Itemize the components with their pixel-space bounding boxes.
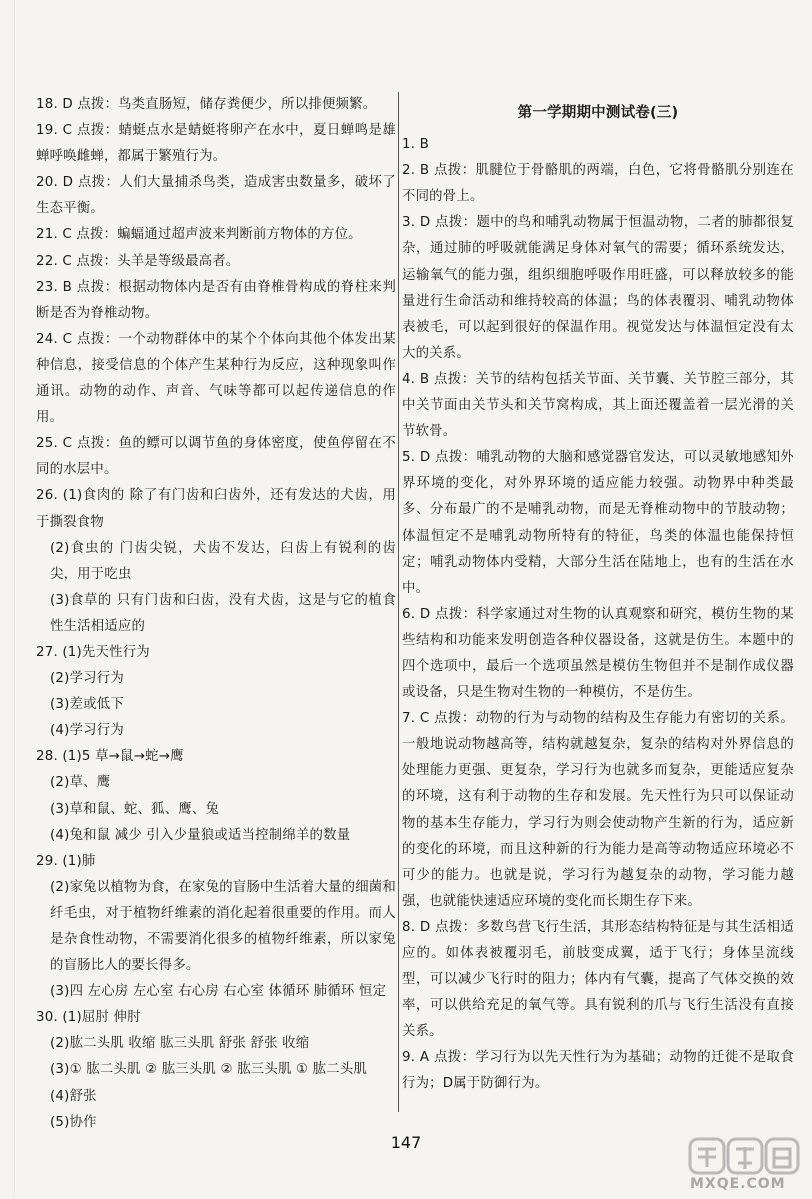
answer-item: (5)协作 (50, 1114, 97, 1130)
answer-item: 18. D 点拨：鸟类直肠短，储存粪便少，所以排便频繁。 (36, 97, 377, 112)
answer-item: (3)差或低下 (50, 697, 124, 713)
answer-item: 5. D 点拨：哺乳动物的大脑和感觉器官发达，可以灵敏地感知外界环境的变化，对外界环境的适应能力较强。动物界中种类最多、分布最广的不是哺乳动物，而是无脊椎动物中的节肢动物；体温恒定不是哺乳动物所特有的特征，鸟类的体温也能保持恒定；哺乳动物体内受精，大部分生活在陆地上，也有的生活在水中。 (402, 450, 794, 596)
binding-margin-line (14, 0, 15, 1199)
answer-item: (3)食草的 只有门齿和臼齿，没有犬齿，这是与它的植食性生活相适应的 (50, 592, 396, 634)
answer-item: (3)四 左心房 左心室 右心房 右心室 体循环 肺循环 恒定 (50, 984, 387, 1000)
answer-item: 9. A 点拨：学习行为以先天性行为为基础；动物的迁徙不是取食行为；D属于防御行为。 (402, 1050, 794, 1092)
answer-item: (2)学习行为 (50, 671, 124, 687)
right-answer-list (402, 132, 794, 1097)
answer-item: 28. (1)5 草→鼠→蛇→鹰 (36, 749, 184, 765)
answer-item: 6. D 点拨：科学家通过对生物的认真观察和研究，模仿生物的某些结构和功能来发明创造各种仪器设备，这就是仿生。本题中的四个选项中，最后一个选项虽然是模仿生物但并不是制作成仪器或设备，只是生物对生物的一种模仿，不是仿生。 (402, 606, 794, 701)
answer-item: (2)肱二头肌 收缩 肱三头肌 舒张 舒张 收缩 (50, 1036, 310, 1052)
answer-item: 21. C 点拨：蝙蝠通过超声波来判断前方物体的方位。 (36, 227, 362, 243)
answer-item: 4. B 点拨：关节的结构包括关节面、关节囊、关节腔三部分，其中关节面由关节头和关节窝构成，其上面还覆盖着一层光滑的关节软骨。 (402, 371, 794, 440)
left-answer-column (36, 92, 396, 1136)
answer-item: 27. (1)先天性行为 (36, 644, 150, 660)
answer-item: 7. C 点拨：动物的行为与动物的结构及生存能力有密切的关系。一般地说动物越高等，结构就越复杂，复杂的结构对外界信息的处理能力更强、更复杂，学习行为也就多而复杂，更能适应复杂的环境，这有利于动物的生存和发展。先天性行为只可以保证动物的基本生存能力，学习行为则会使动物产生新的行为，适应新的变化的环境，而且这种新的行为能力是高等动物适应环境必不可少的能力。也就是说，学习行为越复杂的动物，学习能力越强，也就能快速适应环境的变化而长期生存下来。 (402, 711, 794, 909)
exam-title: 第一学期期中测试卷(三) (517, 105, 679, 121)
answer-item: (3)草和鼠、蛇、狐、鹰、兔 (50, 801, 220, 817)
answer-item: 8. D 点拨：多数鸟营飞行生活，其形态结构特征是与其生活相适应的。如体表被覆羽毛，前肢变成翼，适于飞行；身体呈流线型，可以减少飞行时的阻力；体内有气囊，提高了气体交换的效率，可以供给充足的氧气等。具有锐利的爪与飞行生活没有直接关系。 (402, 919, 794, 1040)
answer-item: 22. C 点拨：头羊是等级最高者。 (36, 253, 240, 269)
answer-item: (4)舒张 (50, 1088, 97, 1104)
answer-item: 30. (1)屈肘 伸肘 (36, 1010, 141, 1026)
answer-item: (2)食虫的 门齿尖锐，犬齿不发达，臼齿上有锐利的齿尖，用于吃虫 (50, 540, 396, 582)
answer-item: (4)兔和鼠 减少 引入少量狼或适当控制绵羊的数量 (50, 827, 351, 843)
answer-item: 29. (1)肺 (36, 853, 96, 869)
answer-item: (4)学习行为 (50, 723, 124, 739)
answer-item: 23. B 点拨：根据动物体内是否有由脊椎骨构成的脊柱来判断是否为脊椎动物。 (36, 279, 396, 321)
answer-item: 19. C 点拨：蜻蜓点水是蜻蜓将卵产在水中，夏日蝉鸣是雄蝉呼唤雌蝉，都属于繁殖行为。 (36, 123, 396, 165)
answer-item: 24. C 点拨：一个动物群体中的某个个体向其他个体发出某种信息，接受信息的个体产生某种行为反应，这种现象叫作通讯。动物的动作、声音、气味等都可以起传递信息的作用。 (36, 331, 396, 426)
column-divider (398, 92, 399, 1112)
answer-item: (3)① 肱二头肌 ② 肱三头肌 ② 肱三头肌 ① 肱二头肌 (50, 1062, 368, 1078)
answer-item: 20. D 点拨：人们大量捕杀鸟类，造成害虫数量多，破坏了生态平衡。 (36, 175, 396, 217)
watermark-url: MXQE.COM (690, 1176, 786, 1192)
answer-item: 2. B 点拨：肌腱位于骨骼肌的两端，白色，它将骨骼肌分别连在不同的骨上。 (402, 163, 794, 205)
answer-item: 3. D 点拨：题中的鸟和哺乳动物属于恒温动物，二者的肺都很复杂，通过肺的呼吸就能满足身体对氧气的需要；循环系统发达，运输氧气的能力强，组织细胞呼吸作用旺盛，可以释放较多的能量进行生命活动和维持较高的体温；鸟的体表覆羽、哺乳动物体表被毛，可以起到很好的保温作用。视觉发达与体温恒定没有太大的关系。 (402, 215, 794, 361)
answer-item: (2)草、鹰 (50, 775, 111, 791)
page-number: 147 (390, 1133, 422, 1152)
answer-item: 25. C 点拨：鱼的鳔可以调节鱼的身体密度，使鱼停留在不同的水层中。 (36, 436, 396, 478)
watermark-logo (688, 1135, 800, 1179)
right-answer-column (402, 92, 794, 1098)
answer-item: (2)家兔以植物为食，在家兔的盲肠中生活着大量的细菌和纤毛虫，对于植物纤维素的消化起着很重要的作用。而人是杂食性动物，不需要消化很多的植物纤维素，所以家兔的盲肠比人的要长得多。 (50, 879, 396, 974)
answer-item: 1. B (402, 137, 430, 153)
answer-item: 26. (1)食肉的 除了有门齿和臼齿外，还有发达的犬齿，用于撕裂食物 (36, 488, 396, 530)
